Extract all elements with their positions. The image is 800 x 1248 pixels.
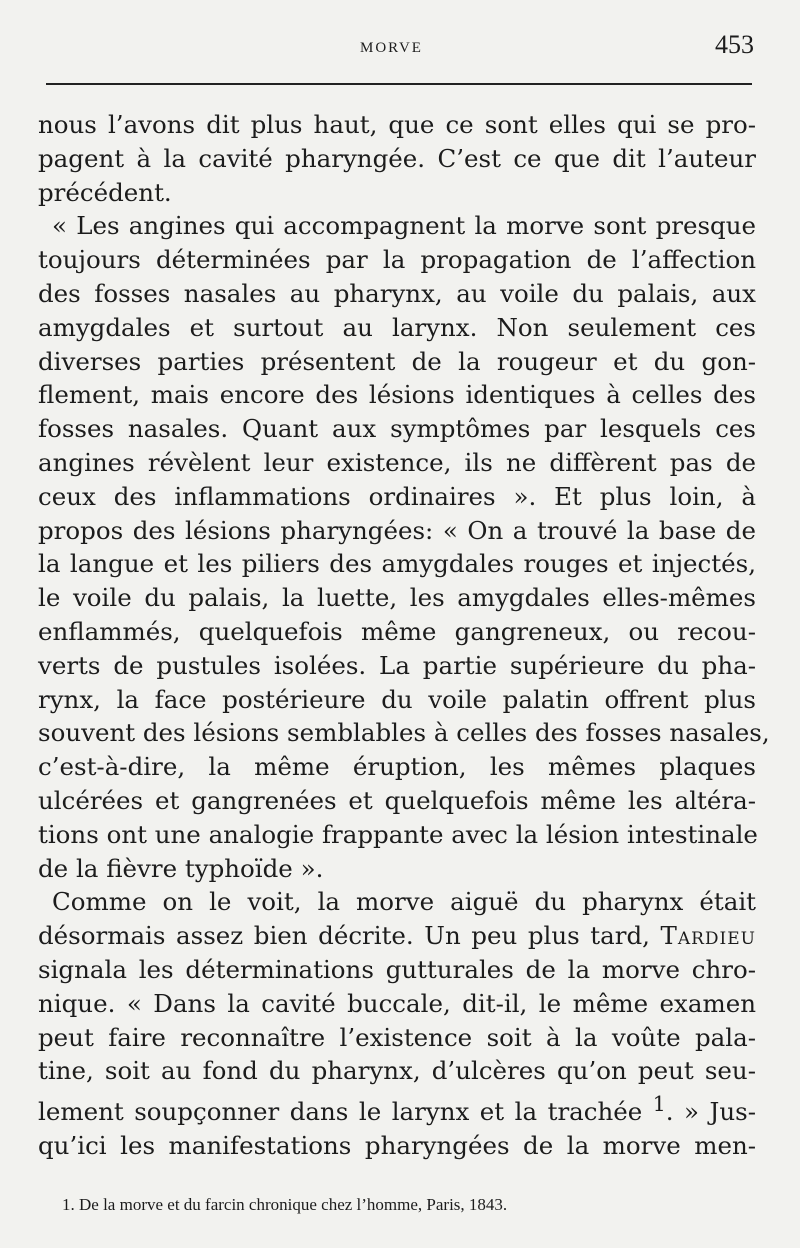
- text-line: nique. « Dans la cavité buccale, dit-il, le même examen: [38, 988, 756, 1018]
- text-line: pagent à la cavité pharyngée. C’est ce que dit l’auteur: [38, 143, 756, 173]
- text-line: des fosses nasales au pharynx, au voile du palais, aux: [38, 278, 756, 308]
- text-line: qu’ici les manifestations pharyngées de la morve men-: [38, 1131, 756, 1161]
- text-line: c’est-à-dire, la même éruption, les mêmes plaques: [38, 752, 756, 782]
- text-line: fosses nasales. Quant aux symptômes par lesquels ces: [38, 414, 756, 444]
- text-line: angines révèlent leur existence, ils ne diffèrent pas de: [38, 447, 756, 477]
- text-line: Comme on le voit, la morve aiguë du pharynx était: [52, 887, 756, 917]
- footnote: 1. De la morve et du farcin chronique chez l’homme, Paris, 1843.: [62, 1195, 508, 1214]
- text-fragment: lement soupçonner dans le larynx et la trachée: [38, 1097, 643, 1127]
- text-fragment: . » Jus-: [665, 1097, 757, 1127]
- text-line: ceux des inflammations ordinaires ». Et plus loin, à: [38, 481, 756, 511]
- text-line: précédent.: [38, 177, 172, 207]
- text-line: enflammés, quelquefois même gangreneux, ou recou-: [38, 616, 756, 646]
- text-line: le voile du palais, la luette, les amygdales elles-mêmes: [38, 583, 756, 613]
- running-head: MORVE: [360, 40, 423, 56]
- page-header: [0, 30, 800, 70]
- text-line: toujours déterminées par la propagation de l’affection: [38, 245, 756, 275]
- text-line: propos des lésions pharyngées: « On a trouvé la base de: [38, 515, 756, 545]
- text-line: signala les déterminations gutturales de la morve chro-: [38, 954, 756, 984]
- page-number: 453: [715, 30, 754, 59]
- text-line: « Les angines qui accompagnent la morve sont presque: [52, 211, 756, 241]
- text-line: souvent des lésions semblables à celles des fosses nasales,: [38, 718, 770, 748]
- text-line: nous l’avons dit plus haut, que ce sont elles qui se pro-: [38, 110, 756, 139]
- text-line: peut faire reconnaître l’existence soit à la voûte pala-: [38, 1022, 756, 1052]
- text-line: [38, 919, 756, 953]
- text-line: la langue et les piliers des amygdales rouges et injectés,: [38, 549, 756, 579]
- text-line: ulcérées et gangrenées et quelquefois même les altéra-: [38, 785, 756, 815]
- text-line: tions ont une analogie frappante avec la lésion intestinale: [38, 819, 758, 849]
- footnote-marker[interactable]: 1: [652, 1092, 666, 1117]
- author-name: Tardieu: [660, 921, 756, 951]
- text-line: [38, 1088, 756, 1129]
- header-rule: [46, 83, 752, 85]
- text-line: verts de pustules isolées. La partie supérieure du pha-: [38, 650, 756, 680]
- text-line: de la fièvre typhoïde ».: [38, 853, 324, 883]
- body-text: [38, 108, 770, 1163]
- text-fragment: désormais assez bien décrite. Un peu plus tard,: [38, 921, 650, 951]
- text-line: amygdales et surtout au larynx. Non seulement ces: [38, 312, 756, 342]
- text-line: diverses parties présentent de la rougeur et du gon-: [38, 346, 756, 376]
- text-line: flement, mais encore des lésions identiques à celles des: [38, 380, 756, 410]
- text-line: tine, soit au fond du pharynx, d’ulcères qu’on peut seu-: [38, 1056, 756, 1086]
- text-line: rynx, la face postérieure du voile palatin offrent plus: [38, 684, 756, 714]
